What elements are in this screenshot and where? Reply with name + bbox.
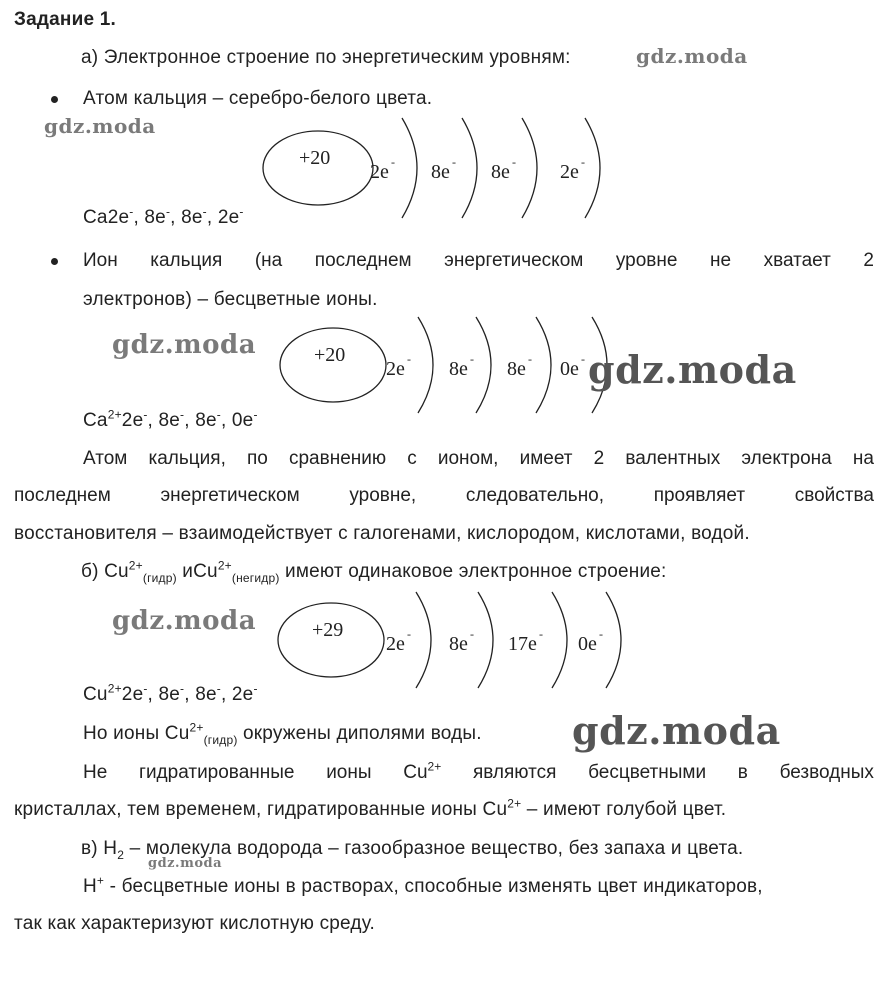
shell-electron-count: 2e — [560, 161, 579, 183]
shell-electron-count: 17e — [508, 633, 537, 655]
ion-shell-diagram — [280, 317, 607, 413]
electron-sign: - — [528, 352, 532, 366]
atom-bullet-text: Атом кальция – серебро-белого цвета. — [83, 88, 433, 109]
shell-arc — [552, 592, 567, 688]
watermark-logo: gdz.moda — [112, 330, 257, 360]
nucleus-charge: +20 — [299, 147, 331, 169]
electron-sign: - — [512, 155, 516, 169]
shell-arc — [418, 317, 433, 413]
watermark-logo: gdz.moda — [148, 856, 223, 871]
hydrated-line1: Не гидратированные ионы $Cu^{2+}$ являются бесцветными в безводных — [83, 759, 874, 783]
electron-sign: - — [539, 627, 543, 641]
shell-electron-count: 2e — [386, 358, 405, 380]
part-a-heading: а) Электронное строение по энергетическим уровням: — [81, 47, 571, 68]
para-line1: Атом кальция, по сравнению с ионом, имеет 2 валентных электрона на — [83, 448, 874, 469]
electron-sign: - — [407, 352, 411, 366]
shell-electron-count: 2e — [370, 161, 389, 183]
shell-electron-count: 8e — [449, 358, 468, 380]
part-c-line2: H+ - бесцветные ионы в растворах, способные изменять цвет индикаторов, — [83, 873, 763, 897]
shell-electron-count: 0e — [560, 358, 579, 380]
ion-formula: $Ca^{2+}2e^-$, 8e-, 8e-, 0e- — [83, 407, 258, 431]
cu-formula: $Cu^{2+}2e^-$, 8e-, 8e-, 2e- — [83, 681, 258, 705]
shell-electron-count: 8e — [431, 161, 450, 183]
part-c-line1: в) $H_2$ – молекула водорода – газообразное вещество, без запаха и цвета. — [81, 838, 744, 862]
part-c-line3: так как характеризуют кислотную среду. — [14, 913, 375, 934]
ions-water-line: Но ионы $Cu^{2+}_{(гидр)}$ окружены диполями воды. — [83, 720, 482, 747]
shell-arc — [536, 317, 551, 413]
ion-bullet-line2: электронов) – бесцветные ионы. — [83, 289, 378, 310]
shell-arc — [476, 317, 491, 413]
shell-arc — [416, 592, 431, 688]
cu-shell-diagram — [278, 592, 621, 688]
shell-arc — [478, 592, 493, 688]
shell-electron-count: 2e — [386, 633, 405, 655]
watermark-logo: gdz.moda — [572, 708, 781, 753]
shell-arc — [522, 118, 537, 218]
electron-sign: - — [470, 627, 474, 641]
electron-sign: - — [599, 627, 603, 641]
watermark-logo: gdz.moda — [44, 114, 156, 138]
shell-arc — [585, 118, 600, 218]
shell-arc — [606, 592, 621, 688]
shell-electron-count: 8e — [491, 161, 510, 183]
shell-electron-count: 8e — [449, 633, 468, 655]
shell-electron-count: 0e — [578, 633, 597, 655]
shell-arc — [462, 118, 477, 218]
atom-shell-diagram — [263, 118, 600, 218]
shell-arc — [402, 118, 417, 218]
shell-electron-count: 8e — [507, 358, 526, 380]
part-b-heading: б) $Cu^{2+}_{(гидр)}$ иCu$^{2+}_{(негидр)}$ имеют одинаковое электронное строение: — [81, 558, 667, 585]
electron-sign: - — [581, 155, 585, 169]
electron-sign: - — [470, 352, 474, 366]
ion-bullet-line1: Ион кальция (на последнем энергетическом уровне не хватает 2 — [83, 250, 874, 271]
watermark-logo: gdz.moda — [112, 606, 257, 636]
electron-sign: - — [581, 352, 585, 366]
para-line3: восстановителя – взаимодействует с галогенами, кислородом, кислотами, водой. — [14, 523, 750, 544]
nucleus-charge: +20 — [314, 344, 346, 366]
electron-sign: - — [407, 627, 411, 641]
electron-sign: - — [391, 155, 395, 169]
atom-formula: Ca2e-, 8e-, 8e-, 2e- — [83, 204, 244, 228]
task-title: Задание 1. — [14, 9, 116, 30]
electron-sign: - — [452, 155, 456, 169]
nucleus-charge: +29 — [312, 619, 344, 641]
watermark-logo: gdz.moda — [588, 347, 797, 392]
watermark-logo: gdz.moda — [636, 44, 748, 68]
hydrated-line2: кристаллах, тем временем, гидратированные ионы $Cu^{2+}$ – имеют голубой цвет. — [14, 796, 727, 820]
para-line2: последнем энергетическом уровне, следовательно, проявляет свойства — [14, 485, 874, 506]
